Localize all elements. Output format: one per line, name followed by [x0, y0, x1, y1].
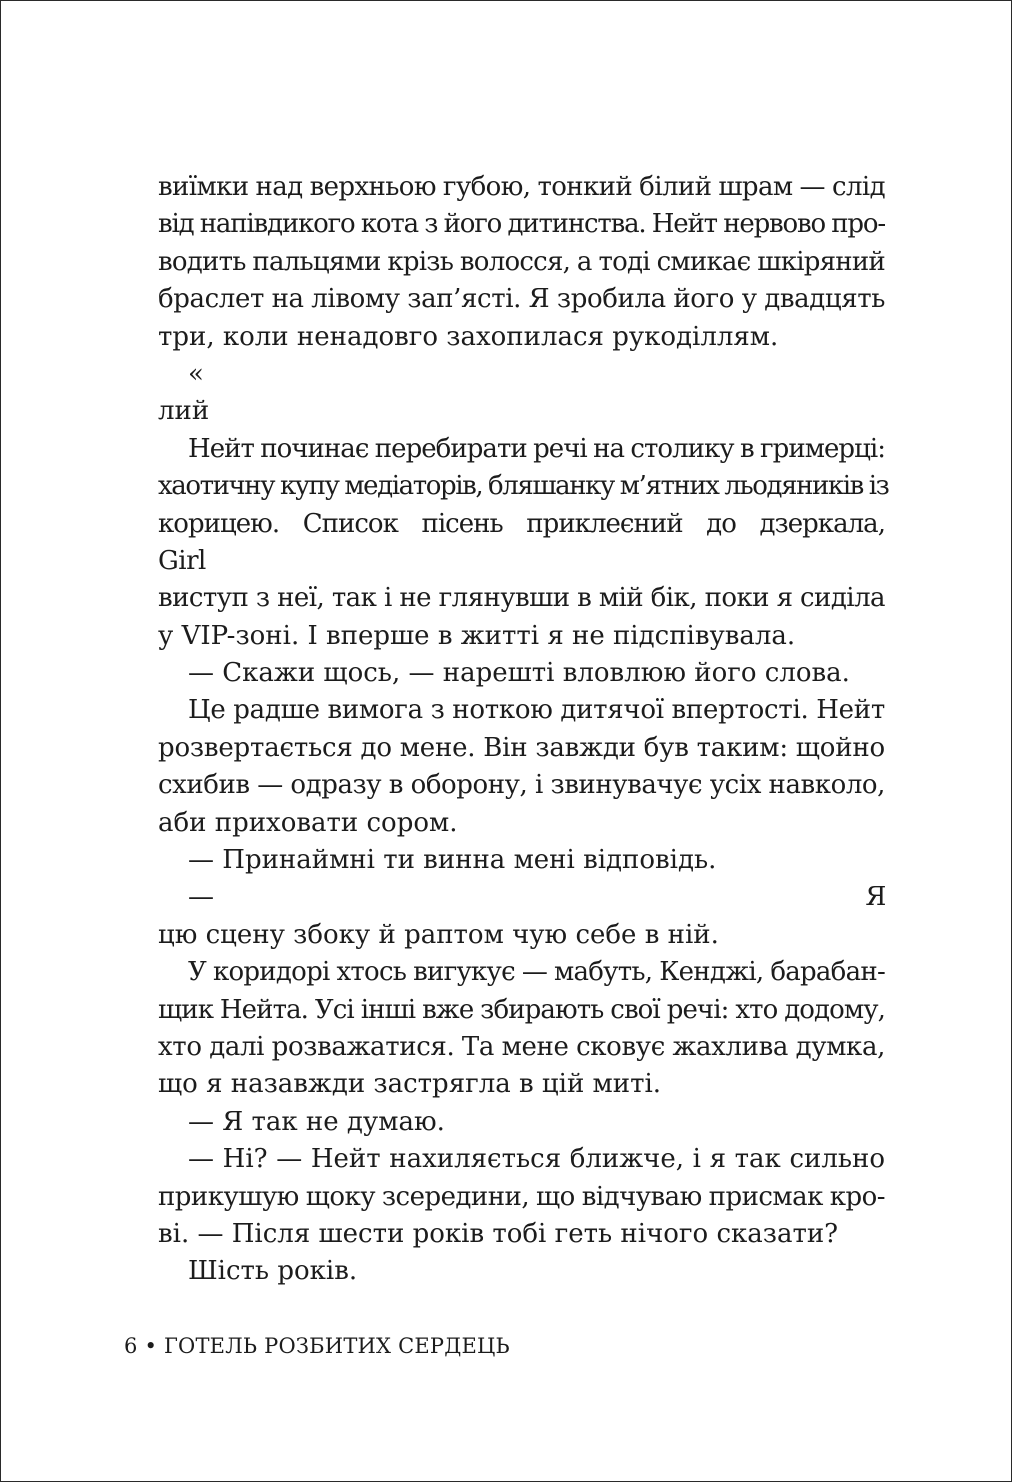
- text-line: браслет на лівому зап’ясті. Я зробила його у двадцять: [158, 284, 885, 315]
- text-line: цю сцену збоку й раптом чую себе в ній.: [158, 919, 719, 950]
- text-line: Це радше вимога з ноткою дитячої впертості. Нейт: [188, 695, 885, 726]
- book-title: ГОТЕЛЬ РОЗБИТИХ СЕРДЕЦЬ: [163, 1334, 510, 1358]
- text-line: — Ні? — Нейт нахиляється ближче, і я так сильно: [188, 1144, 885, 1175]
- text-line: три, коли ненадовго захопилася рукоділлям.: [158, 321, 779, 352]
- text-line: прикушую щоку зсередини, що відчуваю присмак кро-: [158, 1181, 885, 1212]
- text-line: у VIP-зоні. І вперше в житті я не підспівувала.: [158, 620, 796, 651]
- text-line: корицею. Список пісень приклеєний до дзеркала,: [158, 508, 885, 539]
- text-line: виступ з неї, так і не глянувши в мій бік, поки я сиділа: [158, 583, 885, 614]
- page-number: 6: [124, 1334, 138, 1358]
- text-line: щик Нейта. Усі інші вже збирають свої речі: хто додому,: [158, 994, 885, 1025]
- text-line: — Я так не думаю.: [188, 1106, 445, 1137]
- text-line: розвертається до мене. Він завжди був таким: щойно: [158, 732, 885, 763]
- body-text: [158, 169, 889, 1291]
- text-line: Шість років.: [188, 1256, 358, 1287]
- text-line: виїмки над верхньою губою, тонкий білий шрам — слід: [158, 172, 885, 202]
- footer-separator: •: [144, 1334, 158, 1358]
- text-line: — Принаймні ти винна мені відповідь.: [188, 845, 717, 876]
- text-line: від напівдикого кота з його дитинства. Нейт нервово про-: [158, 209, 885, 240]
- text-line: лий: [158, 396, 210, 427]
- text-line: що я назавжди застрягла в цій миті.: [158, 1069, 662, 1100]
- running-footer: [124, 1334, 510, 1358]
- text-line: У коридорі хтось вигукує — мабуть, Кенджі, барабан-: [188, 957, 885, 988]
- text-line: — Скажи щось, — нарешті вловлюю його слова.: [188, 658, 850, 689]
- text-line: аби приховати сором.: [158, 807, 458, 838]
- text-line: водить пальцями крізь волосся, а тоді смикає шкіряний: [158, 246, 885, 277]
- text-line: «: [188, 358, 203, 389]
- text-line: Нейт починає перебирати речі на столику в гримерці:: [188, 433, 885, 464]
- text-line: ві. — Після шести років тобі геть нічого сказати?: [158, 1218, 839, 1249]
- text-line: хто далі розважатися. Та мене сковує жахлива думка,: [158, 1031, 885, 1062]
- text-line: Girl: [158, 545, 206, 576]
- text-line: хаотичну купу медіаторів, бляшанку м’ятних льодяників із: [158, 471, 889, 502]
- text-line: — Я: [188, 882, 885, 913]
- text-line: схибив — одразу в оборону, і звинувачує усіх навколо,: [158, 770, 885, 801]
